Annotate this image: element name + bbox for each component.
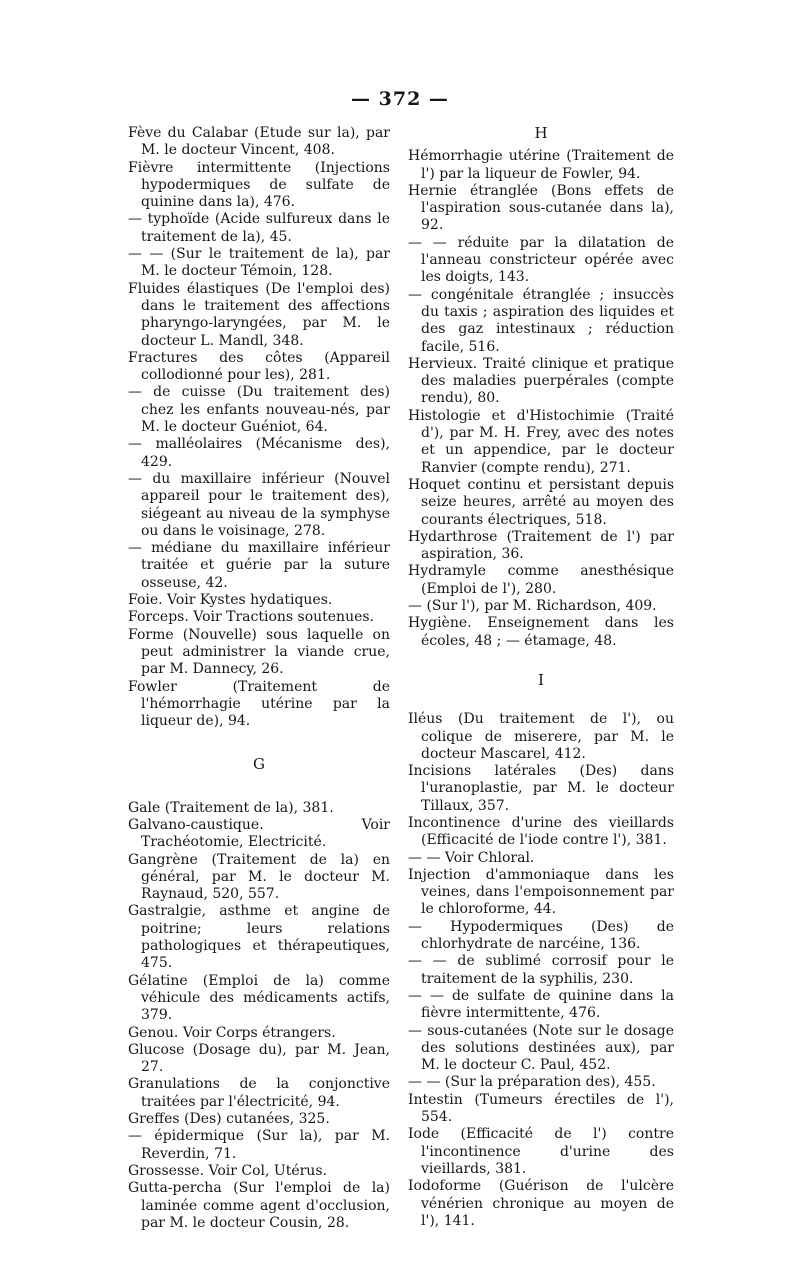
index-entry: Gélatine (Emploi de la) comme véhicule des médicaments actifs, 379. <box>128 972 390 1024</box>
index-entry: — congénitale étranglée ; insuccès du taxis ; aspiration des liquides et des gaz intestinaux ; réduction facile, 516. <box>408 286 674 355</box>
index-entry: — — (Sur le traitement de la), par M. le docteur Témoin, 128. <box>128 246 390 280</box>
index-entry: Iodoforme (Guérison de l'ulcère vénérien chronique au moyen de l'), 141. <box>408 1178 674 1229</box>
index-entry: Grossesse. Voir Col, Utérus. <box>128 1162 327 1179</box>
index-entry: Injection d'ammoniaque dans les veines, dans l'empoisonnement par le chloroforme, 44. <box>408 866 674 918</box>
index-entry: — typhoïde (Acide sulfureux dans le traitement de la), 45. <box>128 211 390 245</box>
index-entry: — Hypodermiques (Des) de chlorhydrate de narcéine, 136. <box>408 918 674 953</box>
index-entry: Histologie et d'Histochimie (Traité d'), par M. H. Frey, avec des notes et un appendice, par le docteur Ranvier (compte rendu), 271. <box>408 407 674 476</box>
index-entry: Hydarthrose (Traitement de l') par aspiration, 36. <box>408 528 674 563</box>
page-number: — 372 — <box>351 88 449 110</box>
index-entry: — — réduite par la dilatation de l'anneau constricteur opérée avec les doigts, 143. <box>408 234 674 286</box>
index-entry: Galvano-caustique. Voir Trachéotomie, Electricité. <box>128 816 390 851</box>
section-heading-g: G <box>253 755 265 774</box>
index-entry: Fowler (Traitement de l'hémorrhagie utérine par la liqueur de), 94. <box>128 678 390 730</box>
index-entry: Fractures des côtes (Appareil collodionné pour les), 281. <box>128 349 390 384</box>
index-entry: — malléolaires (Mécanisme des), 429. <box>128 436 390 470</box>
index-entry: Genou. Voir Corps étrangers. <box>128 1024 336 1041</box>
index-entry: Forceps. Voir Tractions soutenues. <box>128 609 375 626</box>
index-entry: — sous-cutanées (Note sur le dosage des solutions destinées aux), par M. le docteur C. Paul, 452. <box>408 1022 674 1074</box>
index-entry: — médiane du maxillaire inférieur traitée et guérie par la suture osseuse, 42. <box>128 540 390 591</box>
index-entry: Hervieux. Traité clinique et pratique des maladies puerpérales (compte rendu), 80. <box>408 355 674 407</box>
index-entry: — épidermique (Sur la), par M. Reverdin, 71. <box>128 1128 390 1162</box>
index-entry: Hygiène. Enseignement dans les écoles, 48 ; — étamage, 48. <box>408 615 674 649</box>
index-entry: — du maxillaire inférieur (Nouvel appareil pour le traitement des), siégeant au niveau de la symphyse ou dans le voisinage, 278. <box>128 470 390 539</box>
section-heading-i: I <box>538 670 544 689</box>
index-entry: Gastralgie, asthme et angine de poitrine; leurs relations pathologiques et thérapeutiques, 475. <box>128 903 390 972</box>
index-entry: Hémorrhagie utérine (Traitement de l') par la liqueur de Fowler, 94. <box>408 148 674 182</box>
entries-g <box>128 800 390 1232</box>
index-entry: Iléus (Du traitement de l'), ou colique de miserere, par M. le docteur Mascarel, 412. <box>408 711 674 762</box>
section-heading-h: H <box>534 124 548 142</box>
index-entry: Greffes (Des) cutanées, 325. <box>128 1111 330 1128</box>
right-column <box>408 125 674 1230</box>
index-entry: Foie. Voir Kystes hydatiques. <box>128 592 333 609</box>
index-entry: Intestin (Tumeurs érectiles de l'), 554. <box>408 1091 674 1126</box>
index-entry: Hydramyle comme anesthésique (Emploi de l'), 280. <box>408 563 674 597</box>
index-entry: Fièvre intermittente (Injections hypodermiques de sulfate de quinine dans la), 476. <box>128 159 390 211</box>
index-entry: — — de sublimé corrosif pour le traitement de la syphilis, 230. <box>408 953 674 987</box>
index-entry: — de cuisse (Du traitement des) chez les enfants nouveau-nés, par M. le docteur Guéniot, 64. <box>128 384 390 436</box>
index-entry: Gale (Traitement de la), 381. <box>128 799 334 816</box>
index-entry: — — (Sur la préparation des), 455. <box>408 1074 656 1091</box>
index-entry: Gangrène (Traitement de la) en général, par M. le docteur M. Raynaud, 520, 557. <box>128 851 390 903</box>
index-entry: Iode (Efficacité de l') contre l'incontinence d'urine des vieillards, 381. <box>408 1126 674 1177</box>
index-entry: Granulations de la conjonctive traitées par l'électricité, 94. <box>128 1076 390 1110</box>
entries-i <box>408 711 674 1230</box>
index-entry: — — Voir Chloral. <box>408 849 535 866</box>
index-entry: Incontinence d'urine des vieillards (Efficacité de l'iode contre l'), 381. <box>408 814 674 849</box>
index-entry: Glucose (Dosage du), par M. Jean, 27. <box>128 1041 390 1076</box>
index-entry: Hoquet continu et persistant depuis seize heures, arrêté au moyen des courants électriques, 518. <box>408 476 674 528</box>
left-column <box>128 125 390 1232</box>
entries-h <box>408 148 674 650</box>
index-entry: — — de sulfate de quinine dans la fièvre intermittente, 476. <box>408 987 674 1022</box>
index-entry: Fève du Calabar (Etude sur la), par M. le docteur Vincent, 408. <box>128 125 390 159</box>
index-entry: Incisions latérales (Des) dans l'uranoplastie, par M. le docteur Tillaux, 357. <box>408 763 674 814</box>
index-entry: Hernie étranglée (Bons effets de l'aspiration sous-cutanée dans la), 92. <box>408 182 674 234</box>
index-entry: Forme (Nouvelle) sous laquelle on peut administrer la viande crue, par M. Dannecy, 26. <box>128 626 390 678</box>
index-entry: Fluides élastiques (De l'emploi des) dans le traitement des affections pharyngo-laryngées, par M. le docteur L. Mandl, 348. <box>128 280 390 349</box>
index-entry: — (Sur l'), par M. Richardson, 409. <box>408 598 657 615</box>
index-entry: Gutta-percha (Sur l'emploi de la) laminée comme agent d'occlusion, par M. le docteur Cousin, 28. <box>128 1180 390 1231</box>
entries-f <box>128 125 390 730</box>
